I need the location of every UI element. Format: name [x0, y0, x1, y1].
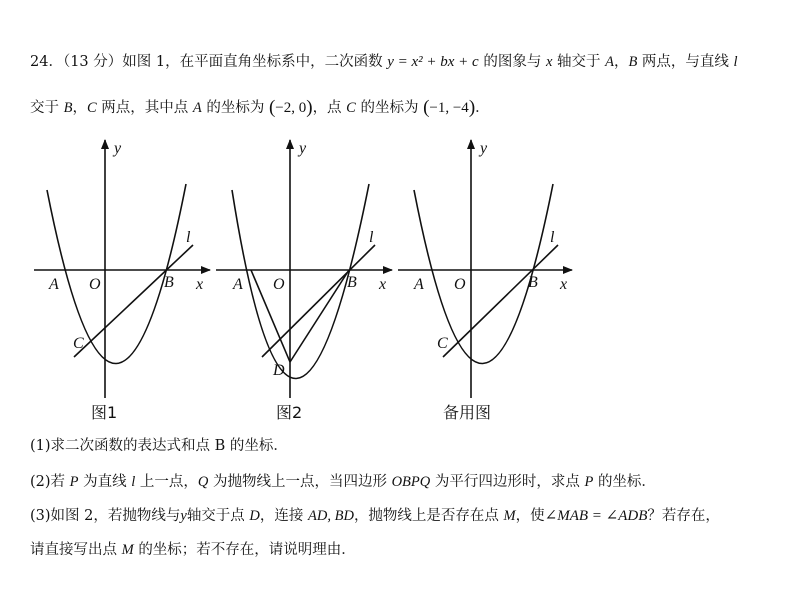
- text-segment: ，点: [312, 100, 342, 116]
- point-P: P: [69, 474, 79, 490]
- text-segment: 为直线: [83, 474, 127, 490]
- point-P: P: [584, 474, 594, 490]
- fig1-label-y: y: [114, 140, 122, 157]
- point-D: D: [249, 508, 260, 524]
- line-l: [443, 245, 558, 357]
- coordinate-C-value: −1, −4: [429, 100, 469, 116]
- point-M: M: [503, 508, 516, 524]
- fig1-label-B: B: [164, 274, 174, 291]
- fig1-label-O: O: [89, 276, 101, 293]
- var-x: x: [545, 54, 553, 70]
- segments-AD-BD: AD, BD: [308, 508, 354, 524]
- point-B: B: [63, 100, 73, 116]
- question-3-line-2: [30, 540, 356, 560]
- angle-equation: ∠MAB = ∠ADB: [544, 508, 648, 524]
- fig1-label-A: A: [49, 276, 59, 293]
- fig2-label-B: B: [347, 274, 357, 291]
- text-segment: 的坐标为: [206, 100, 265, 116]
- line-l: [262, 245, 375, 357]
- text-segment: ，抛物线上是否存在点: [353, 508, 499, 524]
- function-expression: y = x² + bx + c: [387, 54, 479, 70]
- text-segment: 为平行四边形时，求点: [434, 474, 580, 490]
- figure-2: [216, 140, 392, 398]
- text-segment: 的坐标．: [597, 474, 656, 490]
- line-l: l: [733, 54, 738, 70]
- fig3-label-C: C: [437, 335, 448, 352]
- fig1-label-C: C: [73, 335, 84, 352]
- point-C: C: [346, 100, 356, 116]
- fig3-label-O: O: [454, 276, 466, 293]
- text-segment: 轴交于点: [186, 508, 245, 524]
- text-segment: ，连接: [259, 508, 304, 524]
- question-3: [30, 506, 720, 526]
- text-segment: 的图象与: [483, 54, 542, 70]
- text-segment: 如图 1，在平面直角坐标系中，二次函数: [122, 54, 383, 70]
- question-1: [30, 436, 288, 456]
- text-segment: 上一点，: [139, 474, 198, 490]
- point-B: B: [628, 54, 638, 70]
- fig2-label-A: A: [233, 276, 243, 293]
- quadrilateral-OBPQ: OBPQ: [391, 474, 431, 490]
- text-segment: ，使: [515, 508, 545, 524]
- figure-3: [398, 140, 572, 398]
- coordinate-A-value: −2, 0: [275, 100, 307, 116]
- question-1-text: (1)求二次函数的表达式和点 B 的坐标．: [30, 438, 288, 454]
- fig3-caption: 备用图: [443, 403, 492, 422]
- problem-number: 24．（13 分）: [30, 54, 123, 70]
- comma: ，: [613, 54, 629, 70]
- text-segment: 交于: [30, 100, 59, 116]
- text-segment: ？若存在，: [647, 508, 720, 524]
- point-A: A: [605, 54, 614, 70]
- text-segment: 的坐标；若不存在，请说明理由．: [138, 542, 356, 558]
- fig2-label-O: O: [273, 276, 285, 293]
- period: ．: [475, 100, 490, 116]
- fig1-label-l: l: [186, 229, 191, 246]
- fig2-caption: 图2: [276, 403, 303, 422]
- point-M: M: [121, 542, 134, 558]
- point-A: A: [192, 100, 202, 116]
- coordinate-C: (−1, −4): [423, 97, 476, 118]
- fig2-label-l: l: [369, 229, 374, 246]
- fig2-label-x: x: [379, 276, 387, 293]
- question-2: [30, 472, 656, 492]
- point-C: C: [86, 100, 97, 116]
- text-segment: 的坐标为: [360, 100, 419, 116]
- comma: ，: [72, 100, 87, 116]
- fig2-label-D: D: [273, 362, 285, 379]
- text-segment: (3)如图 2，若抛物线与: [30, 508, 181, 524]
- text-segment: 为抛物线上一点，当四边形: [212, 474, 387, 490]
- fig3-label-B: B: [528, 274, 538, 291]
- line-l: [74, 245, 193, 357]
- text-segment: 请直接写出点: [30, 542, 117, 558]
- fig3-label-x: x: [560, 276, 568, 293]
- point-Q: Q: [197, 474, 209, 490]
- coordinate-A: (−2, 0): [268, 97, 313, 118]
- var-y: y: [180, 508, 187, 524]
- fig3-label-l: l: [550, 229, 555, 246]
- text-segment: 两点，其中点: [101, 100, 189, 116]
- text-segment: 轴交于: [556, 54, 601, 70]
- text-segment: 两点，与直线: [641, 54, 729, 70]
- segment-BD: [290, 270, 349, 362]
- fig1-label-x: x: [196, 276, 204, 293]
- fig3-label-A: A: [414, 276, 424, 293]
- fig2-label-y: y: [299, 140, 307, 157]
- fig3-label-y: y: [480, 140, 488, 157]
- line-l: l: [131, 474, 136, 490]
- figure-1: [34, 140, 210, 398]
- fig1-caption: 图1: [91, 403, 118, 422]
- text-segment: (2)若: [30, 474, 66, 490]
